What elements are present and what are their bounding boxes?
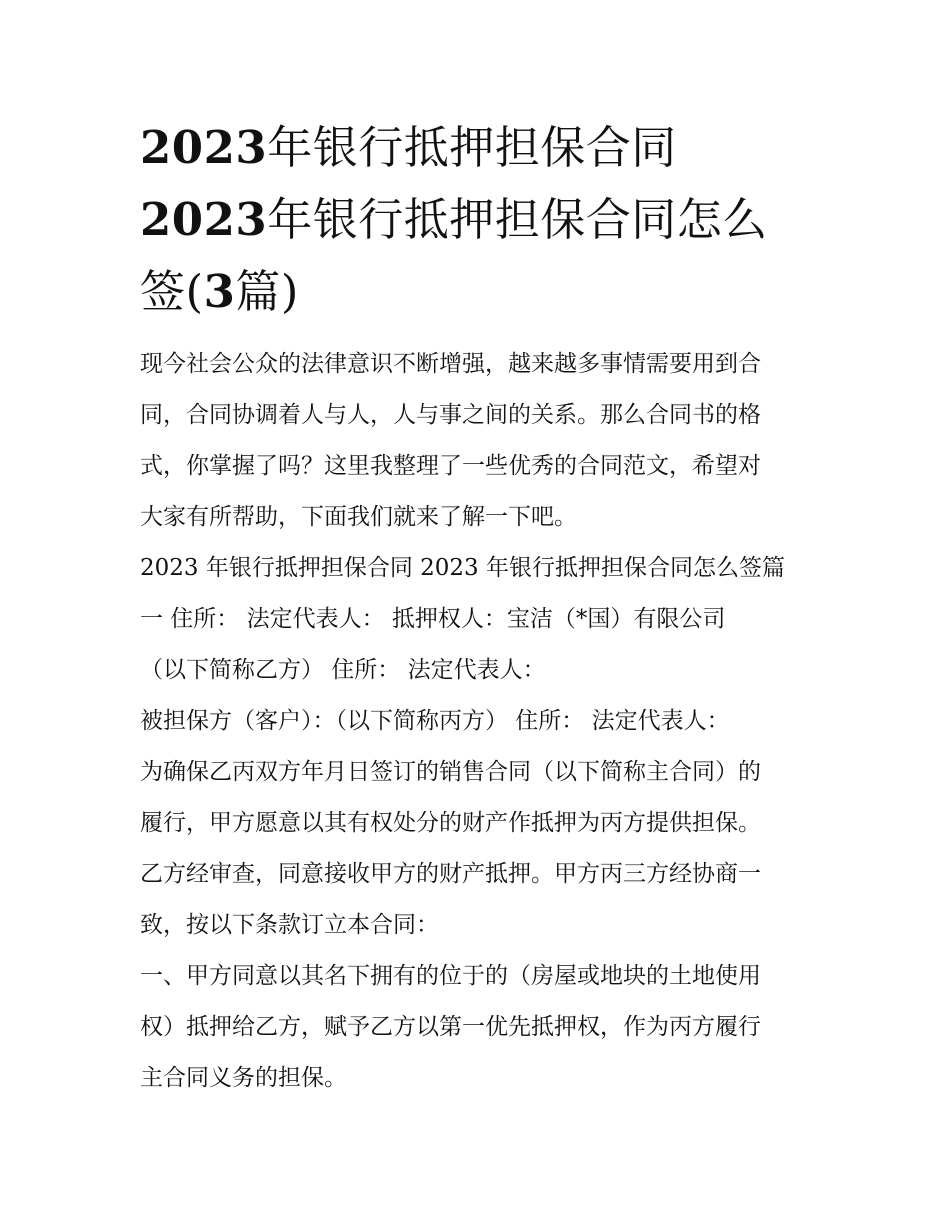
title-text: 年银行抵押担保合同怎么 xyxy=(267,193,768,246)
document-title xyxy=(140,112,820,328)
title-year: 2023 xyxy=(140,121,268,174)
clause-one-paragraph xyxy=(140,951,820,1104)
text-line: 大家有所帮助，下面我们就来了解一下吧。 xyxy=(140,504,577,530)
text-line: 履行，甲方愿意以其有权处分的财产作抵押为丙方提供担保。 xyxy=(140,810,761,836)
intro-paragraph xyxy=(140,339,820,543)
title-text: 年银行抵押担保合同 xyxy=(267,121,677,174)
title-line-1 xyxy=(140,112,820,184)
title-year: 2023 xyxy=(140,193,268,246)
title-count: 3 xyxy=(203,265,236,318)
text-line: 乙方经审查，同意接收甲方的财产抵押。甲方丙三方经协商一 xyxy=(140,861,761,887)
text-line: 权）抵押给乙方，赋予乙方以第一优先抵押权，作为丙方履行 xyxy=(140,1014,761,1040)
text-line: 同，合同协调着人与人，人与事之间的关系。那么合同书的格 xyxy=(140,402,761,428)
purpose-paragraph xyxy=(140,747,820,951)
text-line: 一 住所： 法定代表人： 抵押权人：宝洁（*国）有限公司 xyxy=(140,606,726,632)
guaranteed-party-paragraph xyxy=(140,696,820,747)
parties-paragraph xyxy=(140,543,820,696)
title-line-3 xyxy=(140,256,820,328)
text-line: 主合同义务的担保。 xyxy=(140,1065,347,1091)
text-line: 一、甲方同意以其名下拥有的位于的（房屋或地块的土地使用 xyxy=(140,963,761,989)
document-page xyxy=(140,112,820,1104)
title-text: 篇) xyxy=(235,265,299,318)
text-line: 致，按以下条款订立本合同： xyxy=(140,912,439,938)
text-line: 现今社会公众的法律意识不断增强，越来越多事情需要用到合 xyxy=(140,351,761,377)
text-line: （以下简称乙方） 住所： 法定代表人： xyxy=(140,657,546,683)
title-line-2 xyxy=(140,184,820,256)
document-body xyxy=(140,339,820,1104)
text-line: 2023 年银行抵押担保合同 2023 年银行抵押担保合同怎么签篇 xyxy=(140,555,785,581)
text-line: 为确保乙丙双方年月日签订的销售合同（以下简称主合同）的 xyxy=(140,759,761,785)
text-line: 式，你掌握了吗？这里我整理了一些优秀的合同范文，希望对 xyxy=(140,453,761,479)
text-line: 被担保方（客户）：（以下简称丙方） 住所： 法定代表人： xyxy=(140,708,730,734)
title-prefix: 签( xyxy=(140,265,204,318)
